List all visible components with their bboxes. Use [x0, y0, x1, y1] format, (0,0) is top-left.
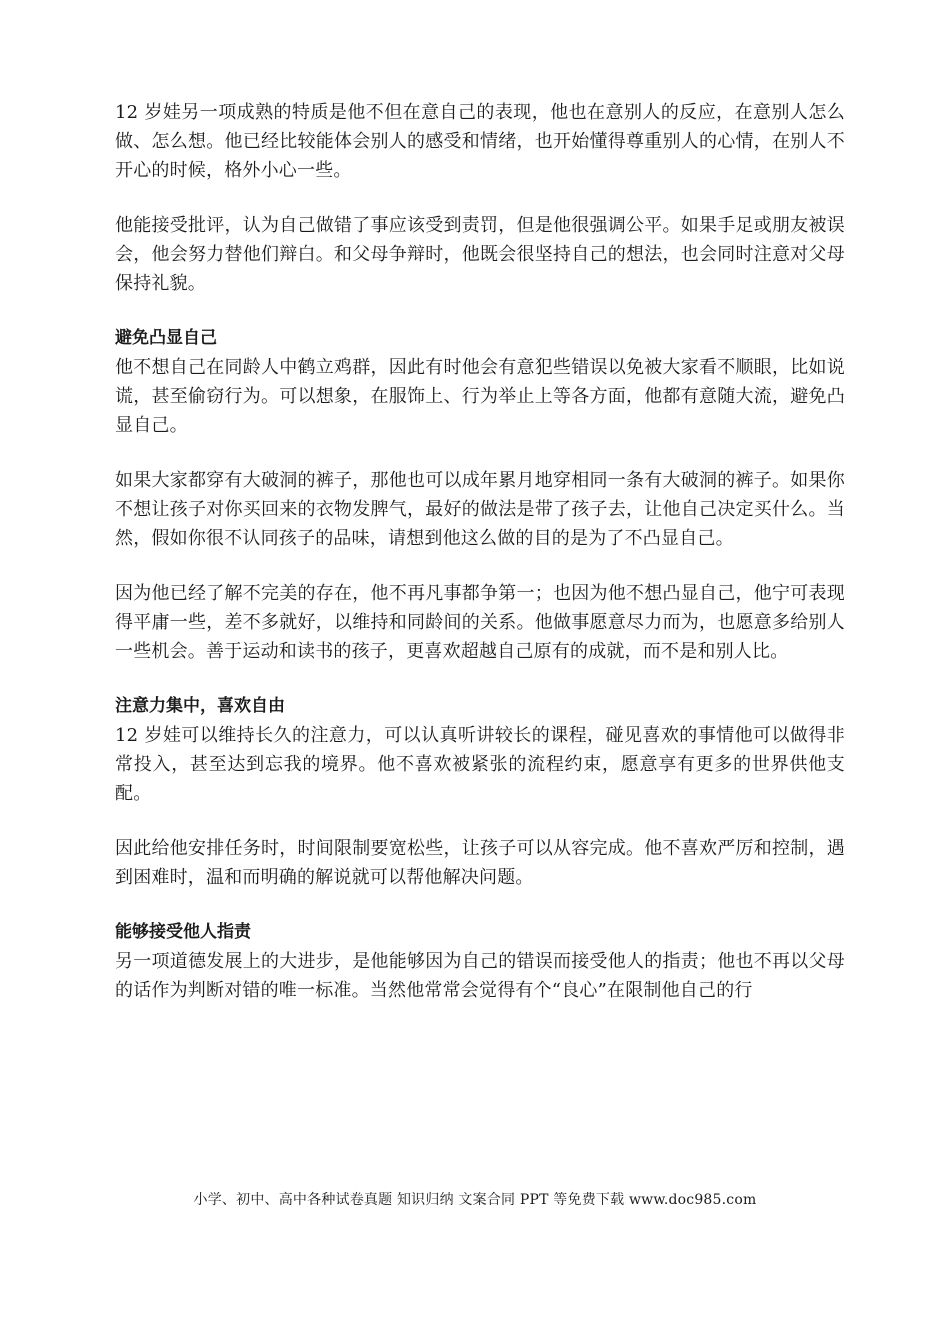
paragraph: 因为他已经了解不完美的存在，他不再凡事都争第一；也因为他不想凸显自己，他宁可表现得平庸一些，差不多就好，以维持和同龄间的关系。他做事愿意尽力而为，也愿意多给别人一些机会。善于运动和读书的孩子，更喜欢超越自己原有的成就，而不是和别人比。: [115, 583, 845, 662]
section-heading: 避免凸显自己: [115, 328, 217, 348]
section-heading: 注意力集中，喜欢自由: [115, 696, 285, 716]
paragraph: 他能接受批评，认为自己做错了事应该受到责罚，但是他很强调公平。如果手足或朋友被误会，他会努力替他们辩白。和父母争辩时，他既会很坚持自己的想法，也会同时注意对父母保持礼貌。: [115, 215, 845, 294]
paragraph: 12 岁娃另一项成熟的特质是他不但在意自己的表现，他也在意别人的反应，在意别人怎么做、怎么想。他已经比较能体会别人的感受和情绪，也开始懂得尊重别人的心情，在别人不开心的时候，格外小心一些。: [115, 102, 845, 181]
document-body: [115, 98, 845, 1031]
paragraph: 因此给他安排任务时，时间限制要宽松些，让孩子可以从容完成。他不喜欢严厉和控制，遇到困难时，温和而明确的解说就可以帮他解决问题。: [115, 838, 845, 888]
paragraph: 12 岁娃可以维持长久的注意力，可以认真听讲较长的课程，碰见喜欢的事情他可以做得非常投入，甚至达到忘我的境界。他不喜欢被紧张的流程约束，愿意享有更多的世界供他支配。: [115, 725, 845, 804]
page-footer: 小学、初中、高中各种试卷真题 知识归纳 文案合同 PPT 等免费下载 www.doc985.com: [193, 1192, 757, 1208]
paragraph: 如果大家都穿有大破洞的裤子，那他也可以成年累月地穿相同一条有大破洞的裤子。如果你不想让孩子对你买回来的衣物发脾气，最好的做法是带了孩子去，让他自己决定买什么。当然，假如你很不认同孩子的品味，请想到他这么做的目的是为了不凸显自己。: [115, 470, 845, 549]
paragraph: 他不想自己在同龄人中鹤立鸡群，因此有时他会有意犯些错误以免被大家看不顺眼，比如说谎，甚至偷窃行为。可以想象，在服饰上、行为举止上等各方面，他都有意随大流，避免凸显自己。: [115, 357, 845, 436]
section-heading: 能够接受他人指责: [115, 922, 251, 942]
paragraph: 另一项道德发展上的大进步，是他能够因为自己的错误而接受他人的指责；他也不再以父母的话作为判断对错的唯一标准。当然他常常会觉得有个“良心”在限制他自己的行: [115, 951, 845, 1001]
